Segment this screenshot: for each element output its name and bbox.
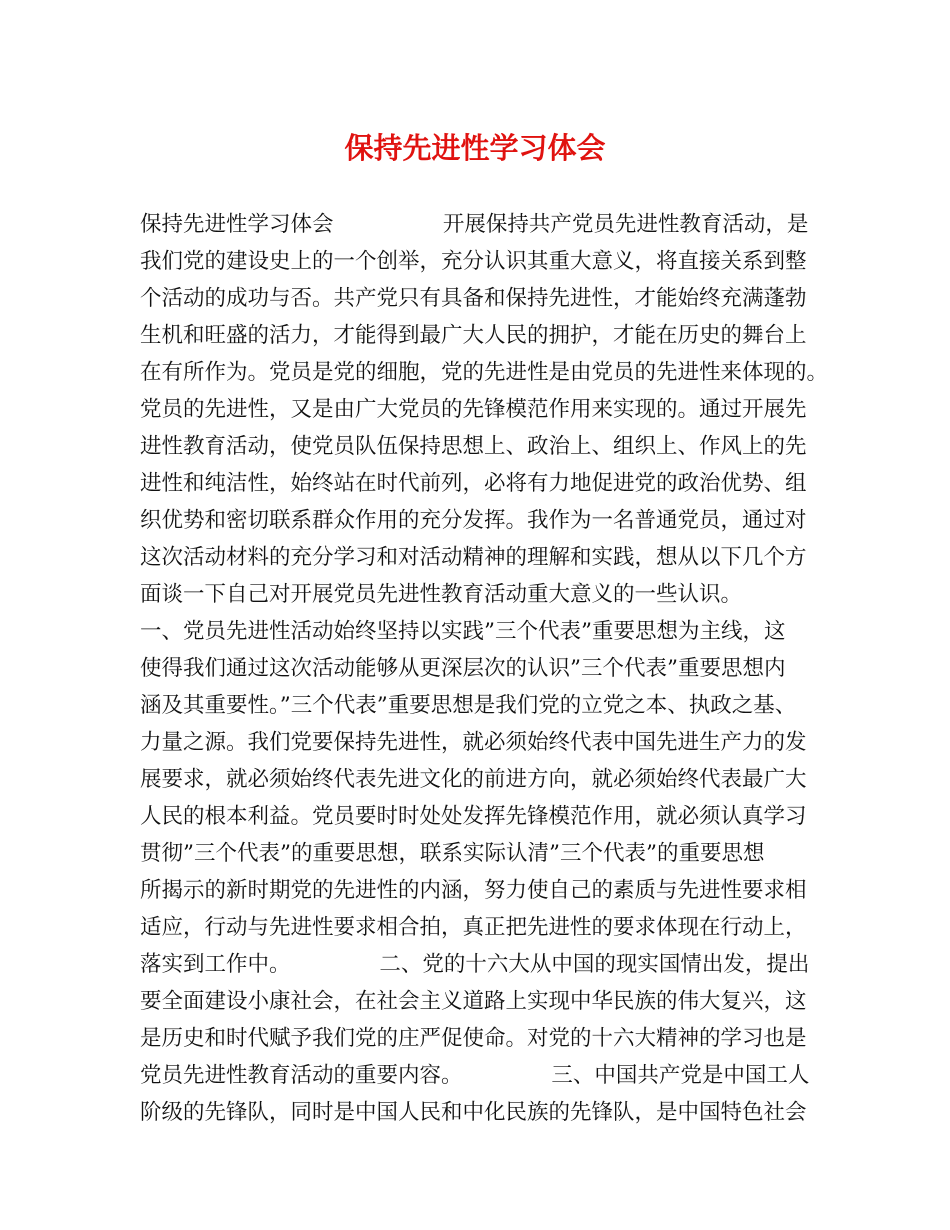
body-line-10: 这次活动材料的充分学习和对活动精神的理解和实践，想从以下几个方 <box>140 545 807 570</box>
body-line-17: 人民的根本利益。党员要时时处处发挥先锋模范作用，就必须认真学习 <box>140 804 807 829</box>
body-line-5: 在有所作为。党员是党的细胞，党的先进性是由党员的先进性来体现的。 <box>140 360 829 385</box>
body-line-4: 生机和旺盛的活力，才能得到最广大人民的拥护，才能在历史的舞台上 <box>140 323 807 348</box>
document-title: 保持先进性学习体会 <box>344 131 606 165</box>
body-line-3: 个活动的成功与否。共产党只有具备和保持先进性，才能始终充满蓬勃 <box>140 286 807 311</box>
body-line-22: 要全面建设小康社会，在社会主义道路上实现中华民族的伟大复兴，这 <box>140 989 807 1014</box>
body-line-1: 保持先进性学习体会 开展保持共产党员先进性教育活动，是 <box>140 212 809 237</box>
body-line-24: 党员先进性教育活动的重要内容。 三、中国共产党是中国工人 <box>140 1063 810 1088</box>
body-line-12: 一、党员先进性活动始终坚持以实践”三个代表”重要思想为主线，这 <box>140 619 786 644</box>
body-line-9: 织优势和密切联系群众作用的充分发挥。我作为一名普通党员，通过对 <box>140 508 807 533</box>
body-line-14: 涵及其重要性。”三个代表”重要思想是我们党的立党之本、执政之基、 <box>140 693 797 718</box>
body-line-21: 落实到工作中。 二、党的十六大从中国的现实国情出发，提出 <box>140 952 810 977</box>
body-line-18: 贯彻”三个代表”的重要思想，联系实际认清”三个代表”的重要思想 <box>140 841 765 866</box>
document-body <box>140 206 829 1131</box>
body-line-19: 所揭示的新时期党的先进性的内涵，努力使自己的素质与先进性要求相 <box>140 878 807 903</box>
body-line-7: 进性教育活动，使党员队伍保持思想上、政治上、组织上、作风上的先 <box>140 434 807 459</box>
body-line-2: 我们党的建设史上的一个创举，充分认识其重大意义，将直接关系到整 <box>140 249 807 274</box>
body-line-20: 适应，行动与先进性要求相合拍，真正把先进性的要求体现在行动上， <box>140 915 807 940</box>
body-line-16: 展要求，就必须始终代表先进文化的前进方向，就必须始终代表最广大 <box>140 767 807 792</box>
body-line-13: 使得我们通过这次活动能够从更深层次的认识”三个代表”重要思想内 <box>140 656 786 681</box>
body-line-25: 阶级的先锋队，同时是中国人民和中化民族的先锋队，是中国特色社会 <box>140 1100 807 1125</box>
body-line-15: 力量之源。我们党要保持先进性，就必须始终代表中国先进生产力的发 <box>140 730 807 755</box>
body-line-8: 进性和纯洁性，始终站在时代前列，必将有力地促进党的政治优势、组 <box>140 471 807 496</box>
body-line-6: 党员的先进性，又是由广大党员的先锋模范作用来实现的。通过开展先 <box>140 397 807 422</box>
body-line-11: 面谈一下自己对开展党员先进性教育活动重大意义的一些认识。 <box>140 582 743 607</box>
body-line-23: 是历史和时代赋予我们党的庄严促使命。对党的十六大精神的学习也是 <box>140 1026 807 1051</box>
